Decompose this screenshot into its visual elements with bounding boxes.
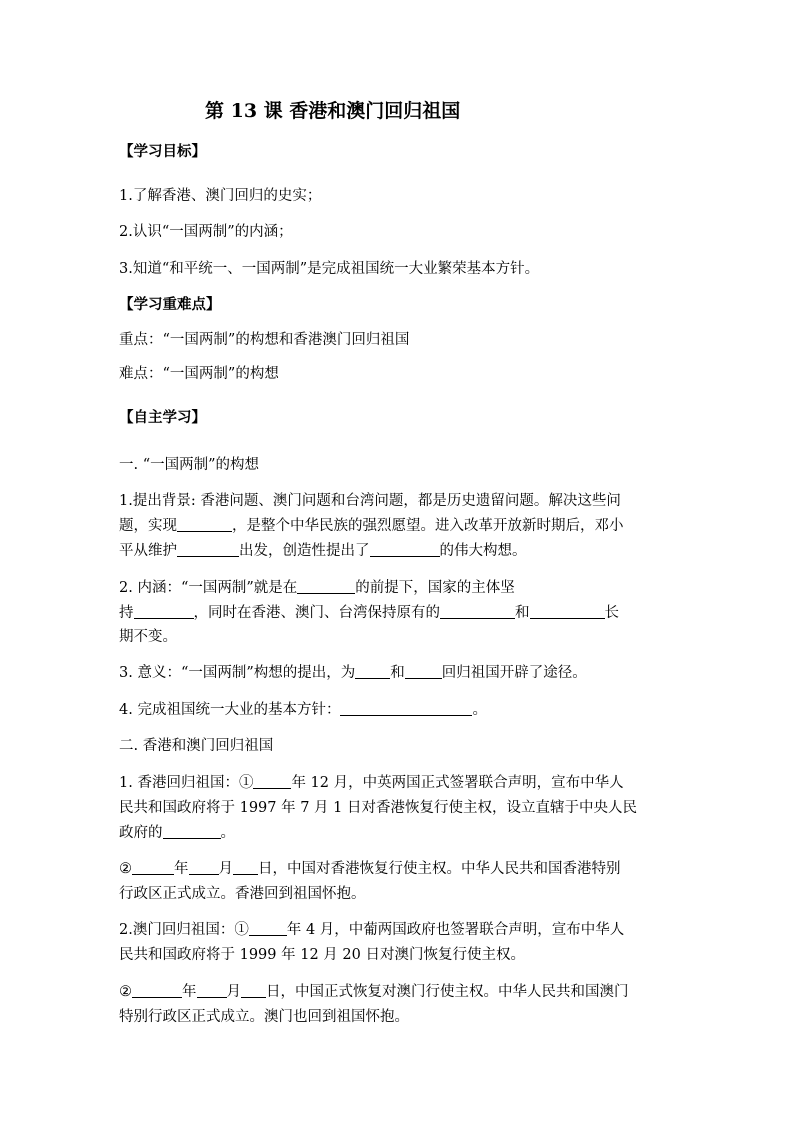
fill-blank[interactable] <box>177 516 232 532</box>
q2-text: ，同时在香港、澳门、台湾保持原有的 <box>193 605 440 621</box>
hk-text: 月 <box>218 861 233 877</box>
q1-text: ，是整个中华民族的强烈愿望。进入改革开放新时期后，邓小 <box>232 518 624 534</box>
q1-line-3 <box>119 541 527 561</box>
q1-text: 1.提出背景: 香港问题、澳门问题和台湾问题，都是历史遗留问题。解决这些问 <box>119 493 621 509</box>
hk-line-3 <box>119 823 235 843</box>
fill-blank[interactable] <box>163 823 221 839</box>
hk-text: ② <box>119 861 132 877</box>
mo-line-4: 特别行政区正式成立。澳门也回到祖国怀抱。 <box>119 1009 409 1025</box>
self-study-heading: 【自主学习】 <box>119 409 206 426</box>
objective-item-2: 2.认识“一国两制”的内涵； <box>119 224 293 240</box>
mo-line-2: 民共和国政府将于 1999 年 12 月 20 日对澳门恢复行使主权。 <box>119 947 525 963</box>
section-2-title: 二. 香港和澳门回归祖国 <box>119 738 274 754</box>
fill-blank[interactable] <box>405 663 442 679</box>
objective-item-1: 1.了解香港、澳门回归的史实； <box>119 188 322 204</box>
mo-line-1 <box>119 920 624 940</box>
q4-line <box>119 700 487 720</box>
q3-line <box>119 663 587 683</box>
section-1-title: 一. “一国两制”的构想 <box>119 457 260 473</box>
fill-blank[interactable] <box>249 920 287 936</box>
hk-line-4 <box>119 859 621 879</box>
q2-text: 长 <box>604 605 619 621</box>
mo-text: 年 4 月，中葡两国政府也签署联合声明，宣布中华人 <box>286 922 625 938</box>
fill-blank[interactable] <box>132 859 174 875</box>
q1-line-1 <box>119 491 621 511</box>
keypoint-difficult: 难点：“一国两制”的构想 <box>119 366 279 382</box>
q1-text: 平从维护 <box>119 543 177 559</box>
fill-blank[interactable] <box>355 663 390 679</box>
keypoint-important: 重点：“一国两制”的构想和香港澳门回归祖国 <box>119 332 410 348</box>
q1-text: 的伟大构想。 <box>439 543 527 559</box>
fill-blank[interactable] <box>370 541 440 557</box>
fill-blank[interactable] <box>530 603 605 619</box>
fill-blank[interactable] <box>233 859 258 875</box>
keypoints-heading: 【学习重难点】 <box>119 296 221 313</box>
q3-text: 回归祖国开辟了途径。 <box>441 665 587 681</box>
q1-text: 出发，创造性提出了 <box>239 543 370 559</box>
mo-text: ② <box>119 984 132 1000</box>
fill-blank[interactable] <box>177 541 239 557</box>
fill-blank[interactable] <box>340 700 472 716</box>
mo-text: 月 <box>226 984 241 1000</box>
q2-text: 和 <box>515 605 530 621</box>
q2-line-3: 期不变。 <box>119 629 177 645</box>
fill-blank[interactable] <box>241 982 266 998</box>
q2-line-1 <box>119 578 515 598</box>
mo-text: 年 <box>182 984 197 1000</box>
mo-text: 2.澳门回归祖国：① <box>119 922 249 938</box>
hk-line-5: 行政区正式成立。香港回到祖国怀抱。 <box>119 886 366 902</box>
q4-text: 。 <box>472 702 487 718</box>
q2-text: 2. 内涵：“一国两制”就是在 <box>119 580 298 596</box>
mo-line-3 <box>119 982 629 1002</box>
q1-text: 题，实现 <box>119 518 177 534</box>
hk-text: 日，中国对香港恢复行使主权。中华人民共和国香港特别 <box>258 861 621 877</box>
fill-blank[interactable] <box>197 982 227 998</box>
fill-blank[interactable] <box>253 773 291 789</box>
fill-blank[interactable] <box>297 578 355 594</box>
q2-text: 持 <box>119 605 134 621</box>
page-title: 第 13 课 香港和澳门回归祖国 <box>205 100 461 122</box>
hk-text: 政府的 <box>119 825 163 841</box>
objective-item-3: 3.知道“和平统一、一国两制”是完成祖国统一大业繁荣基本方针。 <box>119 261 540 277</box>
fill-blank[interactable] <box>132 982 182 998</box>
q4-text: 4. 完成祖国统一大业的基本方针： <box>119 702 341 718</box>
objectives-heading: 【学习目标】 <box>119 143 206 160</box>
fill-blank[interactable] <box>440 603 515 619</box>
q2-line-2 <box>119 603 619 623</box>
q1-line-2 <box>119 516 624 536</box>
hk-text: 年 12 月，中英两国正式签署联合声明，宣布中华人 <box>291 775 624 791</box>
q2-text: 的前提下，国家的主体坚 <box>355 580 515 596</box>
fill-blank[interactable] <box>189 859 219 875</box>
q3-text: 和 <box>390 665 405 681</box>
q3-text: 3. 意义：“一国两制”构想的提出，为 <box>119 665 356 681</box>
hk-text: 。 <box>220 825 235 841</box>
mo-text: 日，中国正式恢复对澳门行使主权。中华人民共和国澳门 <box>266 984 629 1000</box>
hk-text: 1. 香港回归祖国：① <box>119 775 254 791</box>
hk-line-1 <box>119 773 624 793</box>
fill-blank[interactable] <box>134 603 194 619</box>
hk-text: 年 <box>174 861 189 877</box>
hk-line-2: 民共和国政府将于 1997 年 7 月 1 日对香港恢复行使主权，设立直辖于中央人民 <box>119 800 638 816</box>
